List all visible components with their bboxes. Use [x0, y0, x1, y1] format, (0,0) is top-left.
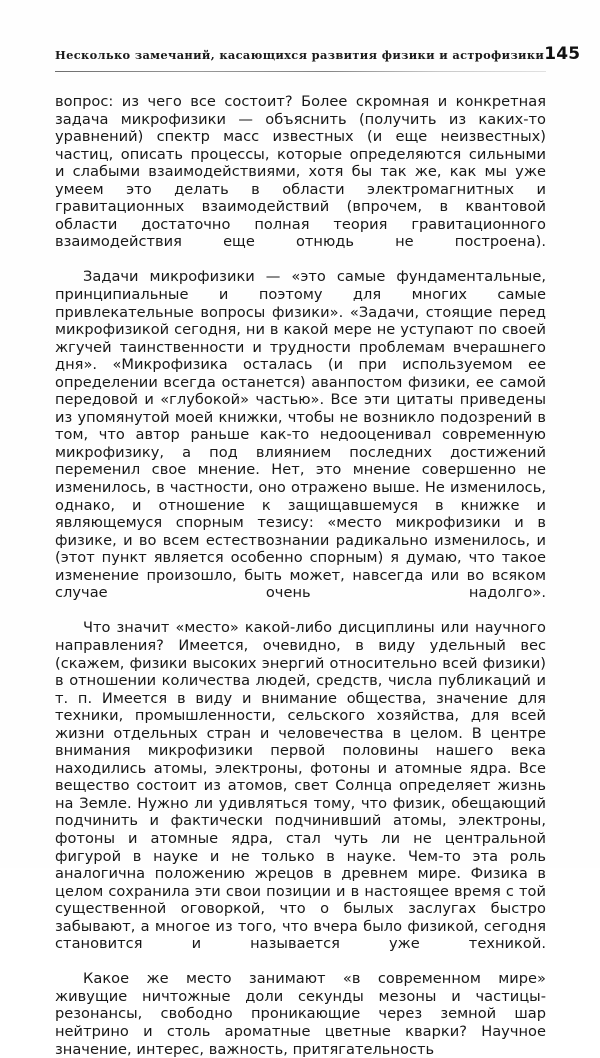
body-text-column [55, 93, 546, 1058]
running-head-title: Несколько замечаний, касающихся развития физики и астрофизики [55, 48, 545, 62]
paragraph: вопрос: из чего все состоит? Более скромная и конкретная задача микрофизики — объяснить (получить из каких-то уравнений) спектр масс известных (и еще неизвестных) частиц, описать процессы, которые определяются сильными и слабыми взаимодействиями, хотя бы так же, как мы уже умеем это делать в области электромагнитных и гравитационных взаимодействий (впрочем, в квантовой области достаточно полная теория гравитационного взаимодействия еще отнюдь не построена). [55, 93, 546, 251]
page-number: 145 [544, 44, 581, 64]
running-head [55, 44, 581, 64]
paragraph: Задачи микрофизики — «это самые фундаментальные, принципиальные и поэтому для многих самые привлекательные вопросы физики». «Задачи, стоящие перед микрофизикой сегодня, ни в какой мере не уступают по своей жгучей таинственности и трудности проблемам вчерашнего дня». «Микрофизика осталась (и при используемом ее определении всегда останется) аванпостом физики, ее самой передовой и «глубокой» частью». Все эти цитаты приведены из упомянутой моей книжки, чтобы не возникло подозрений в том, что автор раньше как-то недооценивал современную микрофизику, а под влиянием последних достижений переменил свое мнение. Нет, это мнение совершенно не изменилось, в частности, оно отражено выше. Не изменилось, однако, и отношение к защищавшемуся в книжке и являющемуся спорным тезису: «место микрофизики и в физике, и во всем естествознании радикально изменилось, и (этот пункт является особенно спорным) я думаю, что такое изменение произошло, быть может, навсегда или во всяком случае очень надолго». [55, 268, 546, 602]
paragraph: Какое же место занимают «в современном мире» живущие ничтожные доли секунды мезоны и частицы-резонансы, свободно проникающие через земной шар нейтрино и столь ароматные цветные кварки? Научное значение, интерес, важность, притягательность [55, 970, 546, 1058]
header-divider-rule [55, 71, 546, 72]
paragraph: Что значит «место» какой-либо дисциплины или научного направления? Имеется, очевидно, в виду удельный вес (скажем, физики высоких энергий относительно всей физики) в отношении количества людей, средств, числа публикаций и т. п. Имеется в виду и внимание общества, значение для техники, промышленности, сельского хозяйства, для всей жизни отдельных стран и человечества в целом. В центре внимания микрофизики первой половины нашего века находились атомы, электроны, фотоны и атомные ядра. Все вещество состоит из атомов, свет Солнца определяет жизнь на Земле. Нужно ли удивляться тому, что физик, обещающий подчинить и фактически подчинивший атомы, электроны, фотоны и атомные ядра, стал чуть ли не центральной фигурой в науке и не только в науке. Чем-то эта роль аналогична положению жрецов в древнем мире. Физика в целом сохранила эти свои позиции и в настоящее время с той существенной оговоркой, что о былых заслугах быстро забывают, а многое из того, что вчера было физикой, сегодня становится и называется уже техникой. [55, 619, 546, 953]
